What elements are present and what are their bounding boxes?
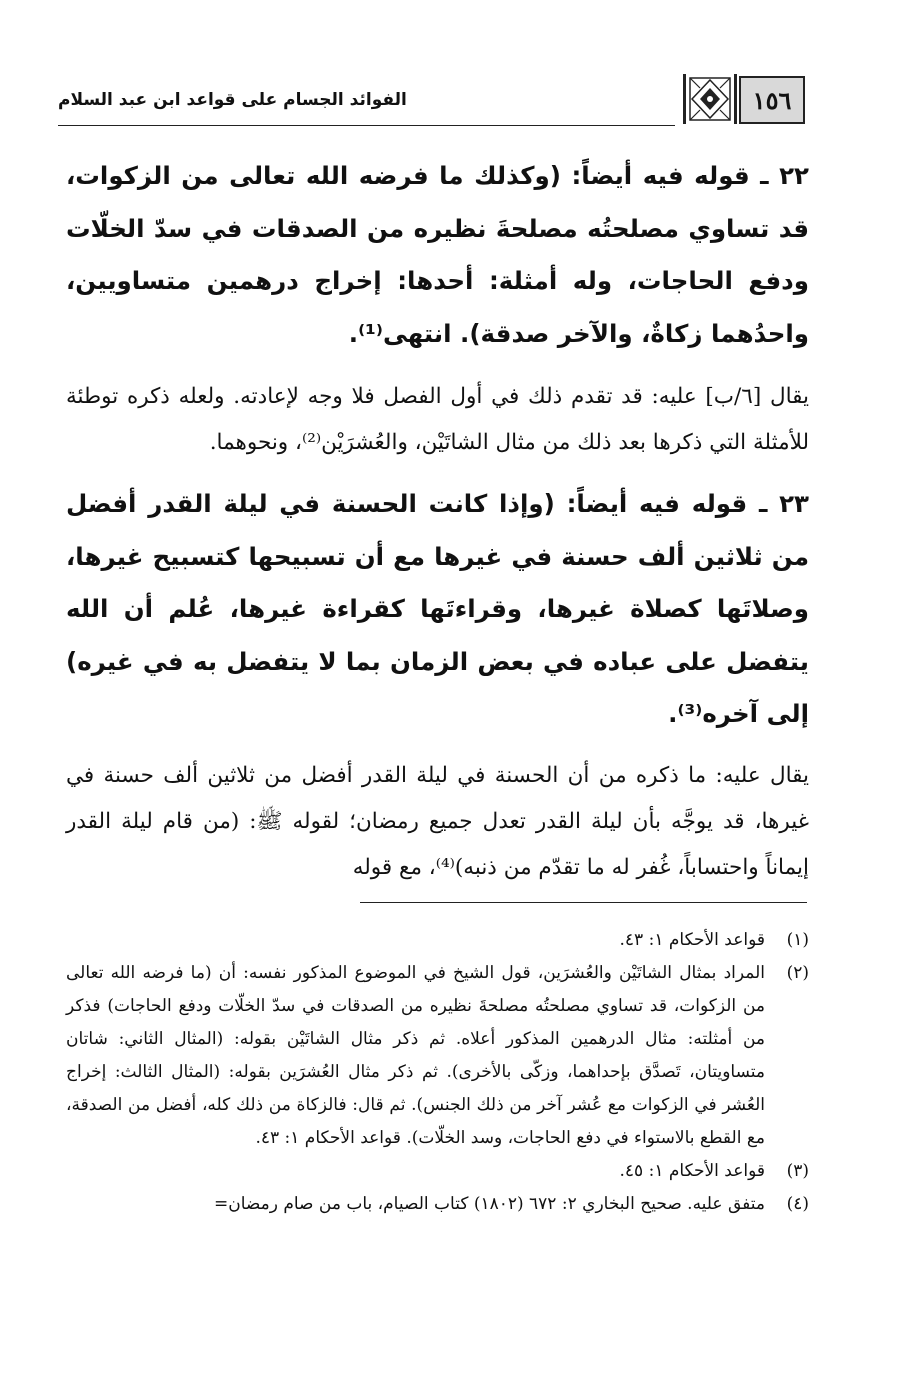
paragraph-commentary-23: يقال عليه: ما ذكره من أن الحسنة في ليلة القدر أفضل من ثلاثين ألف حسنة في غيرها، قد يوجَّه بأن ليلة القدر تعدل جميع رمضان؛ لقوله ﷺ: (من قام ليلة القدر إيماناً واحتساباً، غُفر له ما تقدّم من ذنبه)⁽⁴⁾، مع قوله: [66, 762, 809, 880]
footnote-2: [66, 957, 809, 1155]
footnote-number: (٢): [786, 963, 809, 983]
footnote-text: قواعد الأحكام ١: ٤٥.: [619, 1161, 765, 1181]
footnote-text: متفق عليه. صحيح البخاري ٢: ٦٧٢ (١٨٠٢) كتاب الصيام، باب من صام رمضان=: [213, 1194, 765, 1214]
footnote-number: (٣): [786, 1161, 809, 1181]
footnote-3: [66, 1155, 809, 1188]
page-header: [58, 74, 805, 124]
main-text: [66, 150, 809, 905]
ornament-icon: [683, 74, 737, 124]
footnote-number: (١): [786, 930, 809, 950]
footnote-separator: [360, 902, 807, 903]
footnote-text: قواعد الأحكام ١: ٤٣.: [619, 930, 765, 950]
footnotes: [66, 924, 809, 1221]
paragraph-quote-23: ٢٣ ـ قوله فيه أيضاً: (وإذا كانت الحسنة في ليلة القدر أفضل من ثلاثين ألف حسنة في غيرها مع أن تسبيحها كتسبيح غيرها، وصلاتَها كصلاة غيرها، وقراءتَها كقراءة غيرها، عُلم أن الله يتفضل على عباده في بعض الزمان بما لا يتفضل به في غيره) إلى آخره⁽³⁾.: [66, 489, 809, 728]
page-number: ١٥٦: [739, 76, 805, 124]
footnote-number: (٤): [786, 1194, 809, 1214]
footnote-text: المراد بمثال الشاتَيْن والعُشرَين، قول الشيخ في الموضوع المذكور نفسه: أن (ما فرضه الله تعالى من الزكوات، قد تساوي مصلحتُه مصلحةَ نظيره من الصدقات في سدّ الخلّات ودفع الحاجات) فذكر من أمثلته: مثال الدرهمين المذكور أعلاه. ثم ذكر مثال الشاتَيْن بقوله: (المثال الثاني: شاتان متساويتان، تَصدَّق بإحداهما، وزكّى بالأخرى). ثم ذكر مثال العُشرَين بقوله: (المثال الثالث: إخراج العُشر في الزكوات مع عُشر آخر من ذلك الجنس). ثم قال: فالزكاة من ذلك كله، أفضل من الصدقة، مع القطع بالاستواء في دفع الحاجات، وسد الخلّات). قواعد الأحكام ١: ٤٣.: [66, 963, 765, 1148]
footnote-4: [66, 1188, 809, 1221]
running-title: الفوائد الجسام على قواعد ابن عبد السلام: [58, 90, 407, 110]
paragraph-commentary-22: يقال [٦/ب] عليه: قد تقدم ذلك في أول الفصل فلا وجه لإعادته. ولعله ذكره توطئة للأمثلة التي ذكرها بعد ذلك من مثال الشاتَيْن، والعُشرَيْن⁽²⁾، ونحوهما.: [66, 384, 809, 455]
footnote-1: [66, 924, 809, 957]
header-rule: [58, 125, 675, 126]
paragraph-quote-22: ٢٢ ـ قوله فيه أيضاً: (وكذلك ما فرضه الله تعالى من الزكوات، قد تساوي مصلحتُه مصلحةَ نظيره من الصدقات في سدّ الخلّات ودفع الحاجات، وله أمثلة: أحدها: إخراج درهمين متساويين، واحدُهما زكاةٌ، والآخر صدقة). انتهى⁽¹⁾.: [66, 161, 809, 348]
